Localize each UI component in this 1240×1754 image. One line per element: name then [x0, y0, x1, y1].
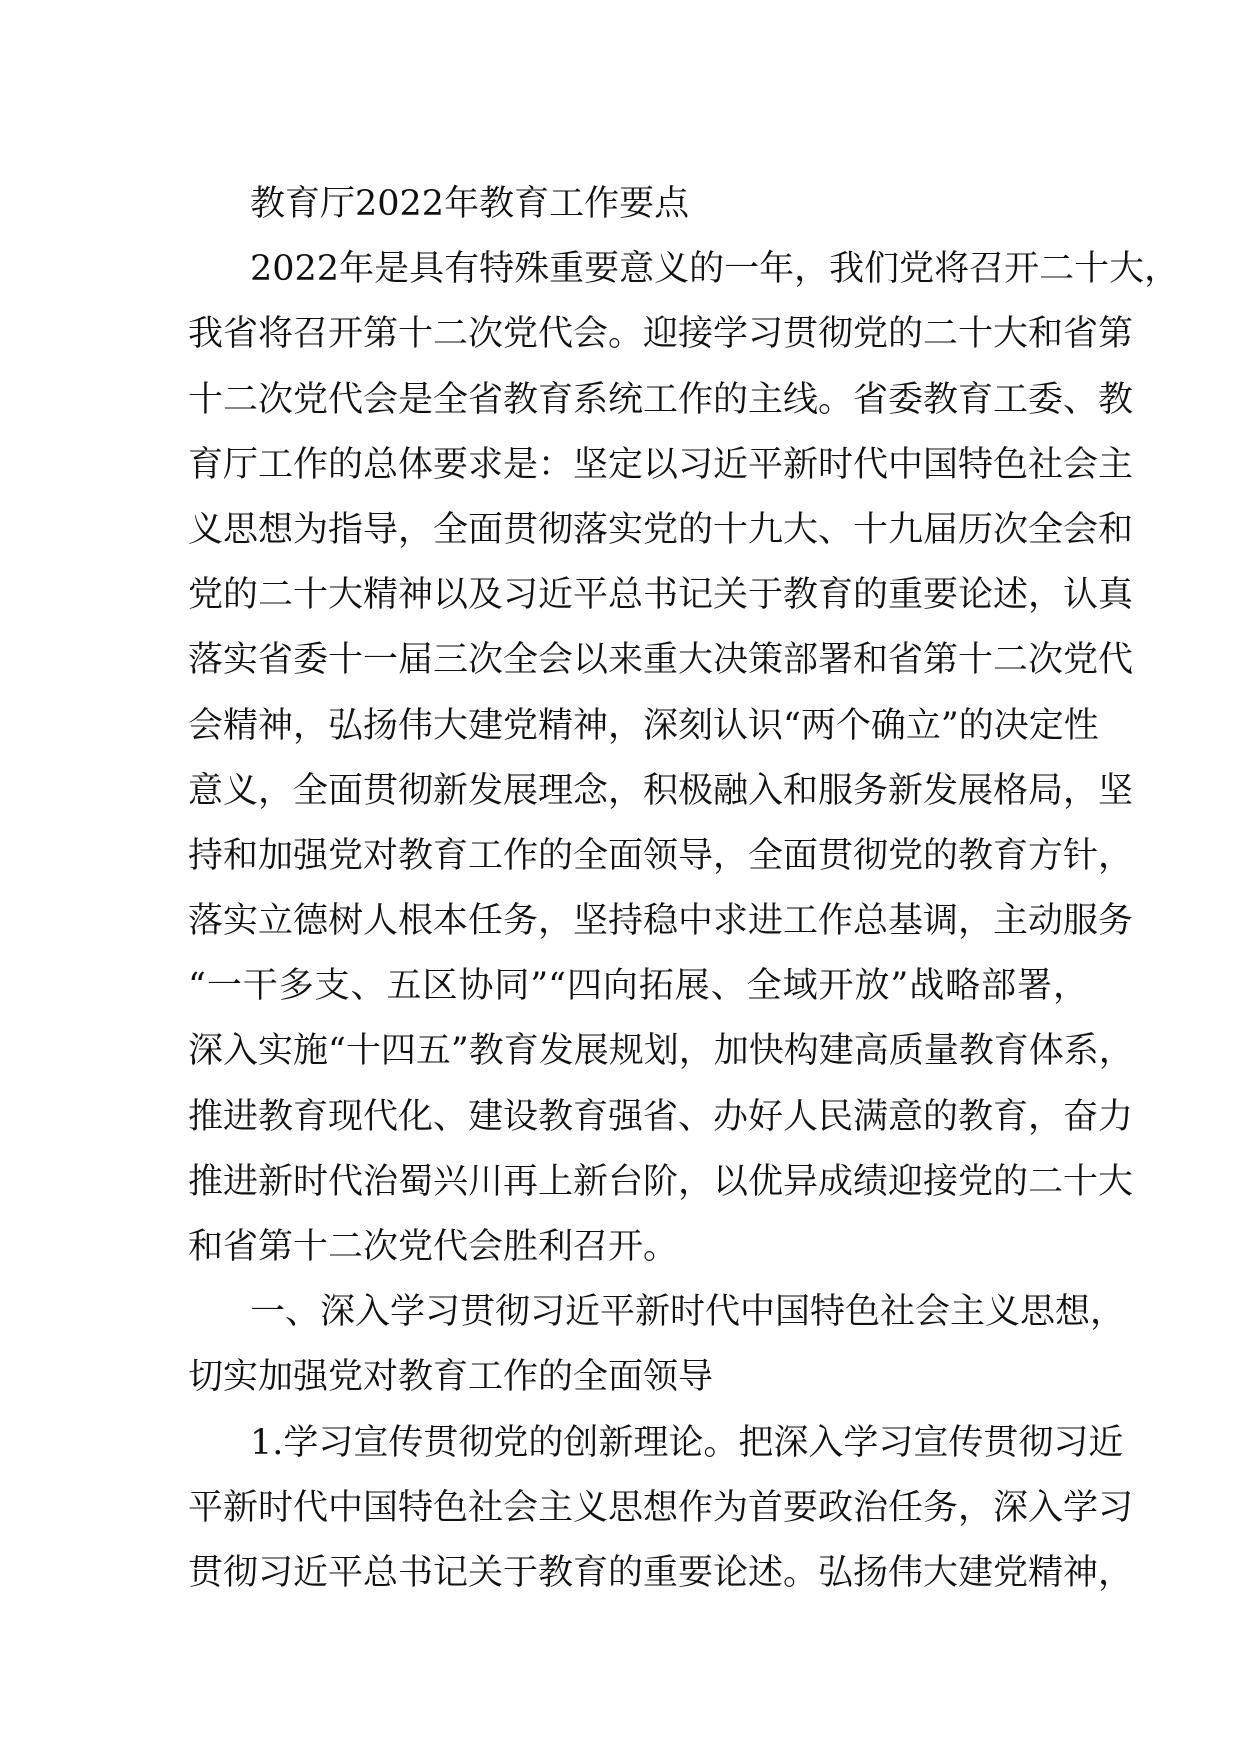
text-line: 深入实施“十四五”教育发展规划，加快构建高质量教育体系， — [188, 1031, 1134, 1072]
text-line: 十二次党代会是全省教育系统工作的主线。省委教育工委、教 — [188, 379, 1134, 420]
text-line: 2022年是具有特殊重要意义的一年，我们党将召开二十大， — [250, 249, 1180, 290]
intro-paragraph — [188, 237, 1180, 1280]
text-line: 意义，全面贯彻新发展理念，积极融入和服务新发展格局，坚 — [188, 770, 1134, 811]
text-line: 育厅工作的总体要求是：坚定以习近平新时代中国特色社会主 — [188, 444, 1134, 485]
text-line: 持和加强党对教育工作的全面领导，全面贯彻党的教育方针， — [188, 835, 1134, 876]
text-line: “一干多支、五区协同”“四向拓展、全域开放”战略部署， — [188, 966, 1088, 1007]
text-line: 推进新时代治蜀兴川再上新台阶，以优异成绩迎接党的二十大 — [188, 1161, 1134, 1202]
text-line: 我省将召开第十二次党代会。迎接学习贯彻党的二十大和省第 — [188, 314, 1134, 355]
section-heading-1 — [188, 1280, 1126, 1410]
text-line: 落实省委十一届三次全会以来重大决策部署和省第十二次党代 — [188, 640, 1134, 681]
text-line: 平新时代中国特色社会主义思想作为首要政治任务，深入学习 — [188, 1487, 1134, 1528]
item-paragraph-1 — [188, 1411, 1134, 1607]
text-line: 和省第十二次党代会胜利召开。 — [188, 1227, 679, 1267]
heading-line: 切实加强党对教育工作的全面领导 — [188, 1357, 714, 1398]
text-line: 贯彻习近平总书记关于教育的重要论述。弘扬伟大建党精神， — [188, 1552, 1134, 1593]
heading-line: 一、深入学习贯彻习近平新时代中国特色社会主义思想， — [250, 1292, 1126, 1333]
document-title: 教育厅2022年教育工作要点 — [250, 184, 690, 224]
document-body — [188, 172, 1180, 1606]
text-line: 推进教育现代化、建设教育强省、办好人民满意的教育，奋力 — [188, 1096, 1134, 1137]
text-line: 义思想为指导，全面贯彻落实党的十九大、十九届历次全会和 — [188, 509, 1134, 550]
text-line: 党的二十大精神以及习近平总书记关于教育的重要论述，认真 — [188, 575, 1134, 616]
text-line: 落实立德树人根本任务，坚持稳中求进工作总基调，主动服务 — [188, 901, 1134, 942]
text-line: 会精神，弘扬伟大建党精神，深刻认识“两个确立”的决定性 — [188, 705, 1099, 746]
text-line: 1.学习宣传贯彻党的创新理论。把深入学习宣传贯彻习近 — [250, 1422, 1124, 1463]
